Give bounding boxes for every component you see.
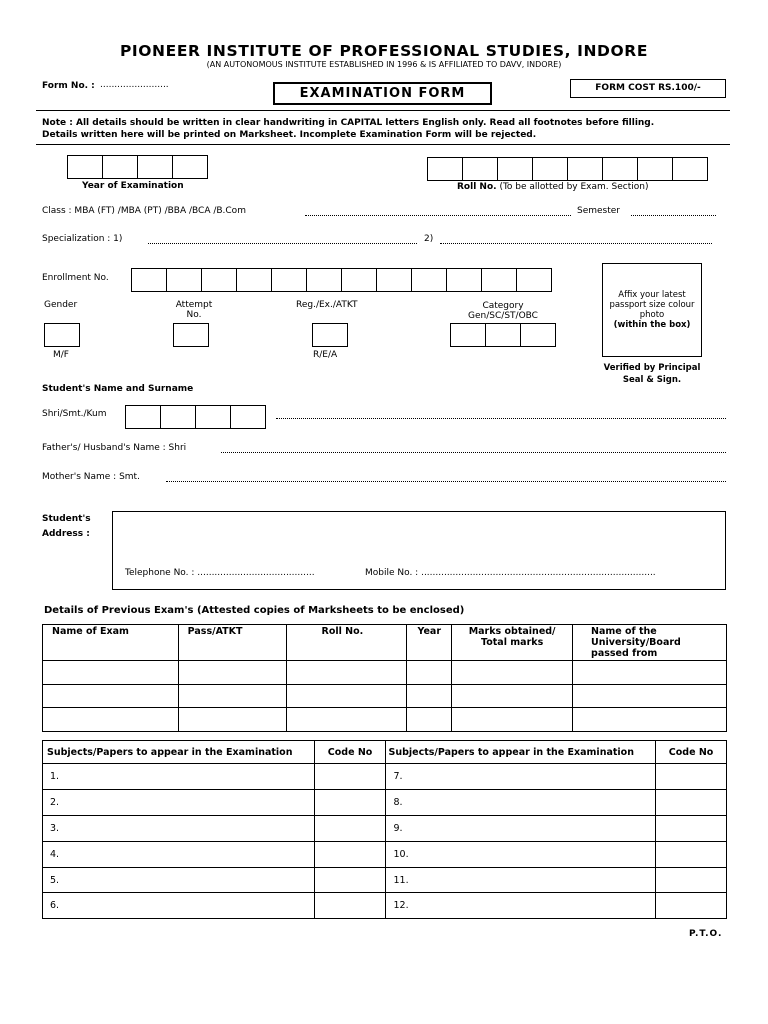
year-of-examination-label: Year of Examination	[82, 181, 184, 191]
address-box[interactable]	[112, 511, 726, 590]
student-name-field[interactable]	[276, 418, 726, 419]
form-number-field[interactable]: ........................	[100, 80, 169, 90]
prev-header-name	[43, 625, 179, 661]
photo-instruction-4: (within the box)	[613, 320, 691, 330]
specialization-2-field[interactable]	[440, 243, 712, 244]
gender-box[interactable]	[44, 323, 80, 347]
subject-number: 12.	[386, 893, 656, 919]
note-line-1: Note : All details should be written in clear handwriting in CAPITAL letters English only. Read all footnotes before filling.	[42, 118, 655, 128]
subjects-header-right-text: Subjects/Papers to appear in the Examination	[388, 746, 634, 758]
gender-hint: M/F	[53, 350, 69, 360]
enrollment-number-boxes[interactable]	[131, 268, 552, 292]
photo-instruction-3: photo	[639, 310, 665, 320]
code-header-left	[314, 741, 386, 764]
code-header-right-text: Code No	[668, 746, 714, 758]
reg-ex-atkt-label: Reg./Ex./ATKT	[296, 300, 358, 310]
prev-header-year-text: Year	[417, 626, 442, 637]
prev-header-university	[573, 625, 727, 661]
header-divider	[36, 110, 730, 111]
mother-name-field[interactable]	[166, 481, 726, 482]
semester-label: Semester	[577, 206, 621, 216]
subject-row[interactable]	[43, 868, 727, 893]
student-name-heading: Student's Name and Surname	[42, 384, 194, 394]
prev-header-pass-text: Pass/ATKT	[187, 626, 243, 637]
seal-and-sign: Seal & Sign.	[622, 375, 682, 385]
gender-label: Gender	[44, 300, 78, 310]
prev-header-year	[407, 625, 452, 661]
subject-number: 8.	[386, 790, 656, 816]
subject-number: 9.	[386, 816, 656, 842]
subject-number: 3.	[43, 816, 315, 842]
category-label-1: Category	[482, 301, 524, 311]
form-title	[273, 82, 492, 105]
subject-row[interactable]	[43, 764, 727, 790]
reg-ex-atkt-hint: R/E/A	[313, 350, 338, 360]
form-cost-text: FORM COST RS.100/-	[595, 83, 701, 93]
category-label-2: Gen/SC/ST/OBC	[468, 311, 538, 321]
subject-number: 2.	[43, 790, 315, 816]
roll-number-label: Roll No.	[457, 182, 497, 192]
subject-number: 7.	[386, 764, 656, 790]
attempt-label-1: Attempt	[175, 300, 213, 310]
address-label-1: Student's	[42, 514, 91, 524]
roll-number-label-group	[457, 182, 648, 192]
class-label: Class : MBA (FT) /MBA (PT) /BBA /BCA /B.Com	[42, 206, 246, 216]
form-title-text: EXAMINATION FORM	[299, 86, 466, 101]
attempt-label-2: No.	[186, 310, 202, 320]
prev-header-roll-text: Roll No.	[321, 626, 364, 637]
subject-number: 5.	[43, 868, 315, 893]
class-field[interactable]	[305, 215, 571, 216]
subject-number: 11.	[386, 868, 656, 893]
prev-header-marks-text: Marks obtained/ Total marks	[468, 626, 556, 648]
photo-instruction-1: Affix your latest	[618, 290, 686, 300]
subject-number: 1.	[43, 764, 315, 790]
prev-header-pass	[178, 625, 286, 661]
prev-header-roll	[286, 625, 407, 661]
previous-exam-row[interactable]	[43, 708, 727, 732]
photo-instruction-2: passport size colour	[609, 300, 695, 310]
form-number-label: Form No. :	[42, 81, 95, 91]
previous-exam-heading: Details of Previous Exam's (Attested copies of Marksheets to be enclosed)	[44, 605, 465, 616]
category-boxes[interactable]	[450, 323, 556, 347]
photo-box[interactable]	[602, 263, 702, 357]
specialization-2-label: 2)	[424, 234, 434, 244]
note-line-2: Details written here will be printed on Marksheet. Incomplete Examination Form will be rejected.	[42, 130, 537, 140]
institute-title: PIONEER INSTITUTE OF PROFESSIONAL STUDIES, INDORE	[119, 42, 649, 60]
roll-number-hint: (To be allotted by Exam. Section)	[499, 182, 649, 192]
subjects-table	[42, 740, 727, 919]
previous-exam-table	[42, 624, 727, 732]
form-cost-badge	[570, 79, 726, 98]
mother-name-label: Mother's Name : Smt.	[42, 472, 140, 482]
pto-label: P.T.O.	[689, 929, 723, 939]
subjects-header-right	[386, 741, 656, 764]
subject-number: 4.	[43, 842, 315, 868]
roll-number-boxes[interactable]	[427, 157, 708, 181]
father-husband-name-field[interactable]	[221, 452, 726, 453]
subjects-header-left-text: Subjects/Papers to appear in the Examination	[47, 746, 293, 758]
subjects-header-left	[43, 741, 315, 764]
attempt-number-box[interactable]	[173, 323, 209, 347]
specialization-label: Specialization : 1)	[42, 234, 123, 244]
previous-exam-row[interactable]	[43, 661, 727, 685]
telephone-field[interactable]: Telephone No. : .........................................	[125, 568, 315, 578]
attempt-label	[164, 300, 224, 320]
previous-exam-row[interactable]	[43, 685, 727, 708]
title-boxes[interactable]	[125, 405, 266, 429]
subject-number: 10.	[386, 842, 656, 868]
father-husband-name-label: Father's/ Husband's Name : Shri	[42, 443, 187, 453]
year-of-examination-boxes[interactable]	[67, 155, 208, 179]
code-header-right	[656, 741, 727, 764]
subject-row[interactable]	[43, 842, 727, 868]
subject-row[interactable]	[43, 816, 727, 842]
prev-header-university-text: Name of the University/Board passed from	[591, 626, 681, 659]
reg-ex-atkt-box[interactable]	[312, 323, 348, 347]
address-label-2: Address :	[42, 529, 90, 539]
institute-subtitle: (AN AUTONOMOUS INSTITUTE ESTABLISHED IN 1996 & IS AFFILIATED TO DAVV, INDORE)	[206, 60, 562, 69]
enrollment-label: Enrollment No.	[42, 273, 109, 283]
code-header-left-text: Code No	[327, 746, 373, 758]
mobile-field[interactable]: Mobile No. : ..................................................................................	[365, 568, 656, 578]
category-label	[448, 301, 558, 321]
prev-header-marks	[452, 625, 573, 661]
verified-by-principal: Verified by Principal	[603, 363, 701, 373]
shri-smt-kum-label: Shri/Smt./Kum	[42, 409, 107, 419]
semester-field[interactable]	[631, 215, 716, 216]
subject-row[interactable]	[43, 790, 727, 816]
prev-header-name-text: Name of Exam	[52, 626, 129, 637]
subject-row[interactable]	[43, 893, 727, 919]
specialization-1-field[interactable]	[148, 243, 417, 244]
subject-number: 6.	[43, 893, 315, 919]
note-divider	[36, 144, 730, 145]
